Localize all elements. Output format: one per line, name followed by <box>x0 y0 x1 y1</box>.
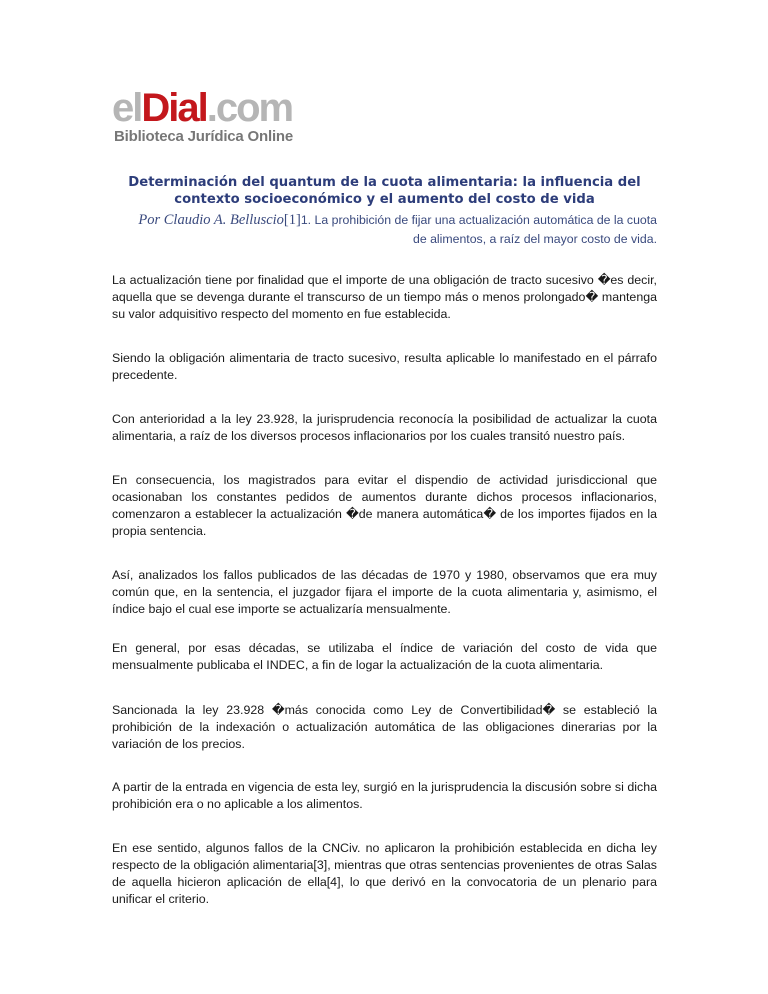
logo-wordmark: elDial.com <box>112 86 293 130</box>
paragraph-3: Con anterioridad a la ley 23.928, la jurisprudencia reconocía la posibilidad de actualizar la cuota alimentaria, a raíz de los diversos procesos inflacionarios por los cuales transitó nuestro país. <box>112 412 657 443</box>
logo-subtitle: Biblioteca Jurídica Online <box>114 128 294 145</box>
paragraph-4: En consecuencia, los magistrados para evitar el dispendio de actividad jurisdiccional que ocasionaban los constantes pedidos de aumentos durante dichos procesos inflacionarios, comenzaron a establecer la actualización �de manera automática� de los importes fijados en la propia sentencia. <box>112 473 657 538</box>
paragraph-1: La actualización tiene por finalidad que el importe de una obligación de tracto sucesivo �es decir, aquella que se devenga durante el transcurso de un tiempo más o menos prolongado� mantenga su valor adquisitivo respecto del momento en fue establecida. <box>112 273 657 321</box>
paragraph-7: Sancionada la ley 23.928 �más conocida como Ley de Convertibilidad� se estableció la prohibición de la indexación o actualización automática de las obligaciones dinerarias por la variación de los precios. <box>112 703 657 751</box>
byline <box>112 211 657 249</box>
paragraph-2: Siendo la obligación alimentaria de tracto sucesivo, resulta aplicable lo manifestado en el párrafo precedente. <box>112 351 657 382</box>
paragraph-5: Así, analizados los fallos publicados de las décadas de 1970 y 1980, observamos que era muy común que, en la sentencia, el juzgador fijara el importe de la cuota alimentaria y, asimismo, el índice bajo el cual ese importe se actualizaría mensualmente. <box>112 568 657 616</box>
paragraph-9: En ese sentido, algunos fallos de la CNCiv. no aplicaron la prohibición establecida en dicha ley respecto de la obligación alimentaria[3], mientras que otras sentencias provenientes de otras Salas de aquella hicieron aplicación de ella[4], lo que derivó en la convocatoria de un plenario para unificar el criterio. <box>112 841 657 906</box>
footnote-ref[interactable]: [1] <box>283 212 301 228</box>
author-name: Por Claudio A. Belluscio <box>138 212 284 228</box>
paragraph-8: A partir de la entrada en vigencia de esta ley, surgió en la jurisprudencia la discusión sobre si dicha prohibición era o no aplicable a los alimentos. <box>112 780 657 811</box>
eldial-logo <box>112 88 308 154</box>
document-title: Determinación del quantum de la cuota alimentaria: la influencia del contexto socioeconómico y el aumento del costo de vida <box>128 175 641 207</box>
section-heading-line2: de alimentos, a raíz del mayor costo de vida. <box>412 232 657 246</box>
paragraph-6: En general, por esas décadas, se utilizaba el índice de variación del costo de vida que mensualmente publicaba el INDEC, a fin de logar la actualización de la cuota alimentaria. <box>112 641 657 672</box>
section-heading-line1: 1. La prohibición de fijar una actualización automática de la cuota <box>300 213 657 227</box>
